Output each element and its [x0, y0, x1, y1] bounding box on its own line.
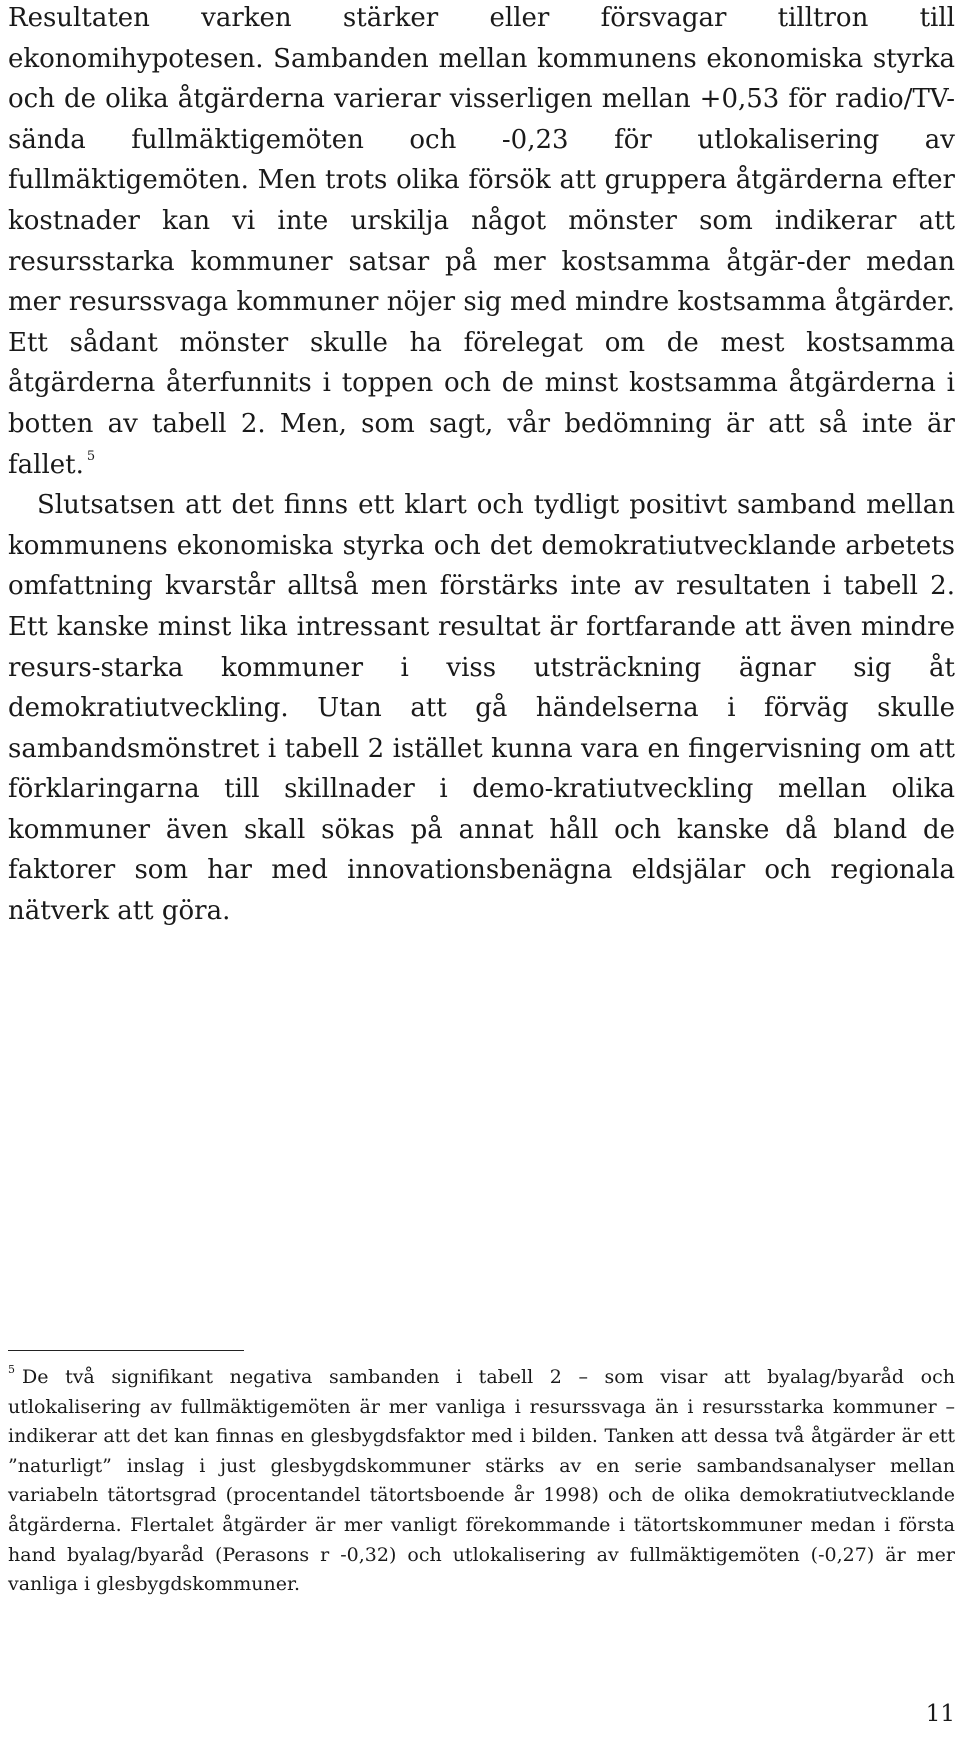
page-number: 11 — [925, 1701, 955, 1727]
body-text — [8, 0, 955, 932]
footnote-number: 5 — [8, 1363, 15, 1377]
paragraph-1-text: Resultaten varken stärker eller försvagar tilltron till ekonomihypotesen. Sambanden mellan kommunens ekonomiska styrka och de olika åtgärderna varierar visserligen mellan +0,53 för radio/TV-sända fullmäktigemöten och -0,23 för utlokalisering av fullmäktigemöten. Men trots olika försök att gruppera åtgärderna efter kostnader kan vi inte urskilja något mönster som indikerar att resursstarka kommuner satsar på mer kostsamma åtgär-der medan mer resurssvaga kommuner nöjer sig med mindre kostsamma åtgärder. Ett sådant mönster skulle ha förelegat om de mest kostsamma åtgärderna återfunnits i toppen och de minst kostsamma åtgärderna i botten av tabell 2. Men, som sagt, vår bedömning är att så inte är fallet. — [8, 3, 955, 480]
document-page — [8, 0, 955, 1741]
paragraph-2-text: Slutsatsen att det finns ett klart och tydligt positivt samband mellan kommunens ekonomiska styrka och det demokratiutvecklande arbetets omfattning kvarstår alltså men förstärks inte av resultaten i tabell 2. Ett kanske minst lika intressant resultat är fortfarande att även mindre resurs-starka kommuner i viss utsträckning ägnar sig åt demokratiutveckling. Utan att gå händelserna i förväg skulle sambandsmönstret i tabell 2 istället kunna vara en fingervisning om att förklaringarna till skillnader i demo-kratiutveckling mellan olika kommuner även skall sökas på annat håll och kanske då bland de faktorer som har med innovationsbenägna eldsjälar och regionala nätverk att göra. — [8, 490, 955, 927]
footnote-text: De två signifikant negativa sambanden i tabell 2 – som visar att byalag/byaråd och utlokalisering av fullmäktigemöten är mer vanliga i resurssvaga än i resursstarka kommuner – indikerar att det kan finnas en glesbygdsfaktor med i bilden. Tanken att dessa två åtgärder är ett ”naturligt” inslag i just glesbygdskommuner stärks av en serie sambandsanalyser mellan variabeln tätortsgrad (procentandel tätortsboende år 1998) och de olika demokratiutvecklande åtgärderna. Flertalet åtgärder är mer vanligt förekommande i tätortskommuner medan i första hand byalag/byaråd (Perasons r -0,32) och utlokalisering av fullmäktigemöten (-0,27) är mer vanliga i glesbygdskommuner. — [8, 1366, 955, 1596]
footnote-divider — [8, 1350, 244, 1351]
footnote-reference[interactable]: 5 — [86, 449, 96, 465]
paragraph-2 — [8, 485, 955, 932]
footnote — [8, 1363, 955, 1600]
paragraph-1 — [8, 0, 955, 485]
